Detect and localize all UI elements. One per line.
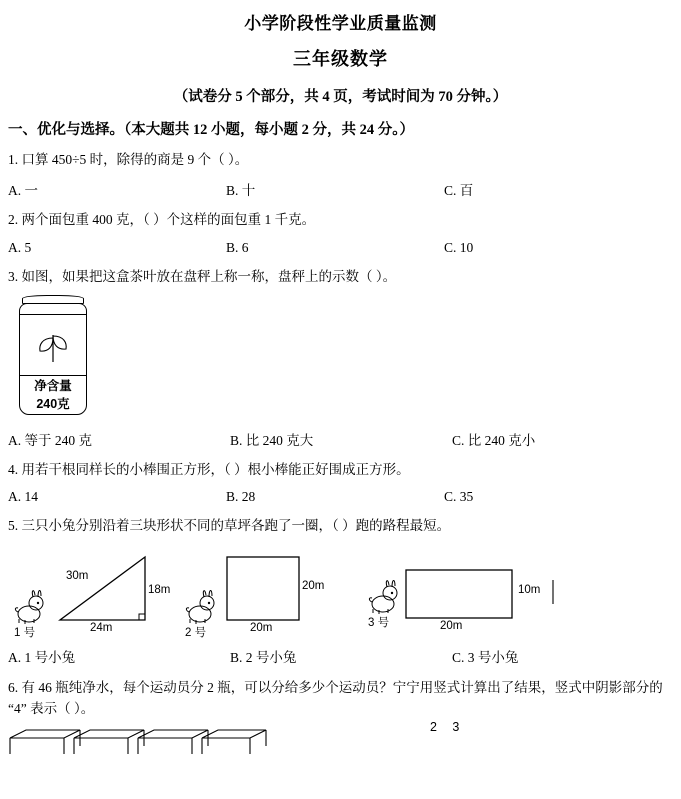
question-4-option-b[interactable]: B. 28 — [226, 489, 256, 504]
figure-square — [185, 542, 370, 642]
question-4-option-c[interactable]: C. 35 — [444, 489, 474, 504]
bunny-icon-3 — [368, 576, 402, 616]
tea-canister-illustration — [18, 295, 90, 417]
question-5-options — [0, 646, 681, 666]
bunny-label-2: 2 号 — [185, 627, 207, 640]
triangle-label-base: 24m — [90, 622, 113, 635]
question-2-option-a[interactable]: A. 5 — [8, 239, 32, 255]
square-label-right: 20m — [302, 580, 325, 593]
subject-title: 三年级数学 — [293, 49, 388, 69]
question-2-option-b[interactable]: B. 6 — [226, 239, 249, 255]
canister-neck-line — [19, 314, 87, 315]
bunny-icon-1 — [14, 586, 48, 626]
question-3-option-a[interactable]: A. 等于 240 克 — [8, 432, 92, 448]
bunny-icon-2 — [185, 586, 219, 626]
section-heading: 一、优化与选择。（本大题共 12 小题，每小题 2 分，共 24 分。） — [8, 122, 414, 138]
question-4-text: 4. 用若干根同样长的小棒围正方形，（ ）根小棒能正好围成正方形。 — [8, 461, 410, 477]
question-2-options — [0, 240, 681, 256]
question-5-option-b[interactable]: B. 2 号小兔 — [230, 650, 297, 666]
question-3-text: 3. 如图，如果把这盒茶叶放在盘秤上称一称，盘秤上的示数（ ）。 — [8, 268, 397, 284]
bunny-label-3: 3 号 — [368, 617, 390, 630]
rectangle-label-width: 20m — [440, 620, 463, 633]
question-5-figures — [0, 542, 681, 642]
net-weight-line-2: 240克 — [36, 396, 70, 411]
question-5-option-c[interactable]: C. 3 号小兔 — [452, 650, 519, 666]
question-1-option-c[interactable]: C. 百 — [444, 183, 474, 199]
square-label-bottom: 20m — [250, 622, 273, 635]
tea-leaf-icon — [36, 329, 70, 363]
question-3-options — [0, 429, 681, 449]
figure-triangle — [8, 542, 178, 642]
question-5-text: 5. 三只小兔分别沿着三块形状不同的草坪各跑了一圈，（ ）跑的路程最短。 — [8, 518, 451, 533]
question-2-option-c[interactable]: C. 10 — [444, 239, 474, 255]
figure-rectangle — [368, 542, 578, 642]
question-2-text: 2. 两个面包重 400 克，（ ）个这样的面包重 1 千克。 — [8, 212, 316, 228]
bunny-label-1: 1 号 — [14, 627, 36, 640]
canister-net-weight-label — [19, 375, 87, 415]
question-3-figure — [0, 295, 681, 417]
triangle-label-hypotenuse: 30m — [66, 570, 89, 583]
question-1-option-b[interactable]: B. 十 — [226, 183, 256, 199]
exam-paper-page — [0, 9, 681, 799]
long-division-quotient: 2 3 — [430, 720, 466, 735]
net-weight-line-1: 净含量 — [34, 378, 72, 393]
question-6-text: 6. 有 46 瓶纯净水，每个运动员分 2 瓶，可以分给多少个运动员？宁宁用竖式计算出了结果，竖式中阴影部分的 “4” 表示（ ）。 — [8, 680, 663, 717]
question-4-options — [0, 489, 681, 505]
question-3-option-b[interactable]: B. 比 240 克大 — [230, 432, 314, 448]
page-title: 小学阶段性学业质量监测 — [244, 14, 437, 33]
question-4-option-a[interactable]: A. 14 — [8, 489, 38, 504]
question-3-option-c[interactable]: C. 比 240 克小 — [452, 432, 536, 448]
question-1-option-a[interactable]: A. 一 — [8, 183, 38, 199]
rectangle-label-height: 10m — [518, 584, 541, 597]
question-5-option-a[interactable]: A. 1 号小兔 — [8, 650, 76, 666]
question-6-figure-area — [0, 720, 681, 754]
question-1-options — [0, 179, 681, 199]
water-crates-illustration — [8, 724, 268, 754]
exam-note: （试卷分 5 个部分，共 4 页，考试时间为 70 分钟。） — [173, 89, 508, 105]
question-1-text: 1. 口算 450÷5 时，除得的商是 9 个（ ）。 — [8, 152, 249, 167]
triangle-label-height: 18m — [148, 584, 171, 597]
